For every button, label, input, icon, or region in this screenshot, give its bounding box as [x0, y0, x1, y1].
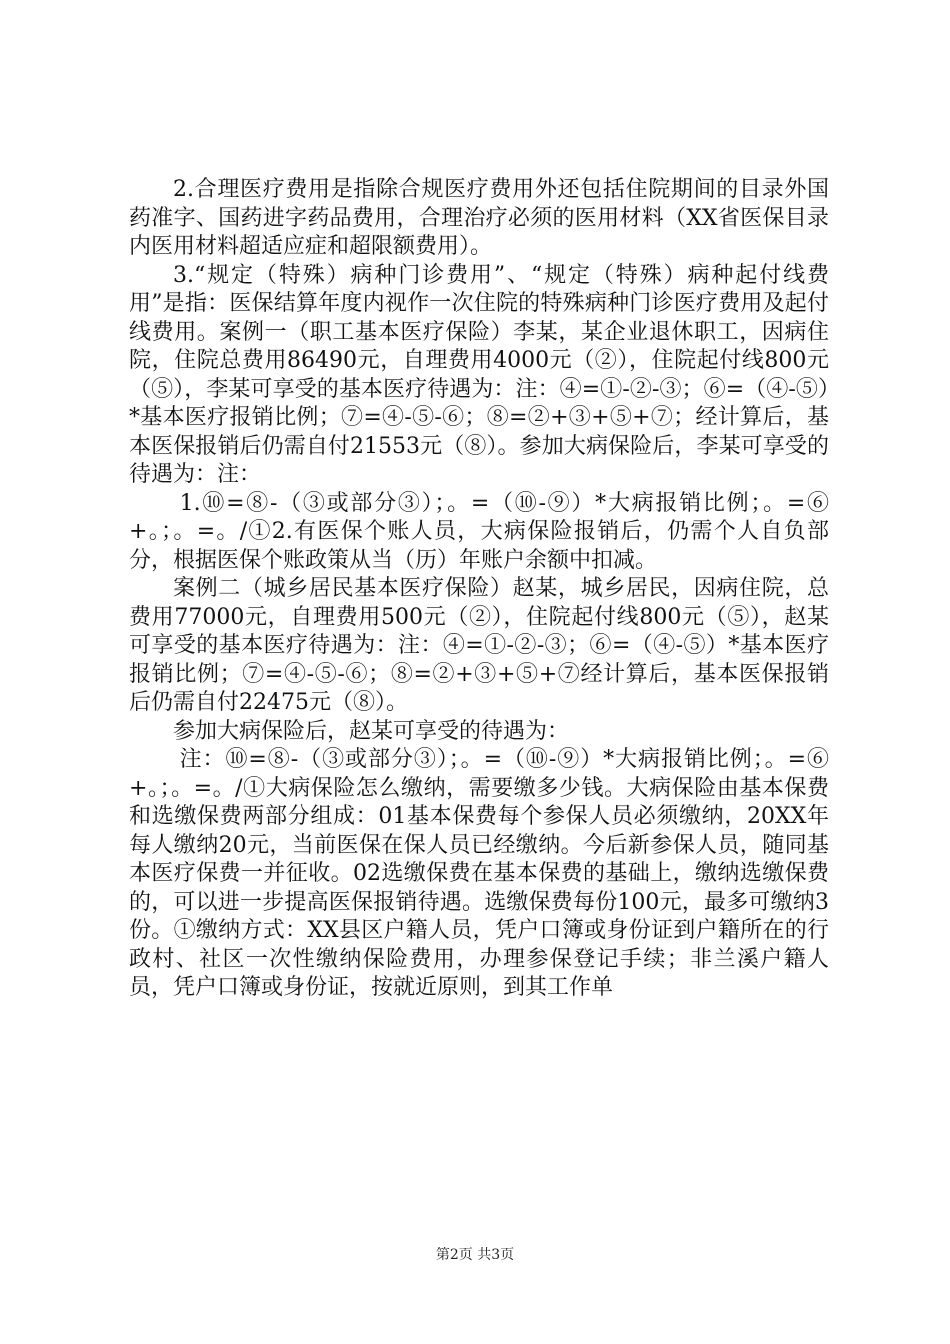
paragraph-formula-notes: 1.⑩=⑧-（③或部分③）；。=（⑩-⑨）*大病报销比例；。=⑥+。；。=。/①2.有医保个账人员，大病保险报销后，仍需个人自负部分，根据医保个账政策从当（历）年账户余额中扣减。	[129, 490, 829, 573]
paragraph-serious-illness-benefits: 参加大病保险后，赵某可享受的待遇为：	[173, 718, 570, 744]
paragraph-special-disease-case-one: 3.“规定（特殊）病种门诊费用”、“规定（特殊）病种起付线费用”是指：医保结算年度内视作一次住院的特殊病种门诊医疗费用及起付线费用。案例一（职工基本医疗保险）李某，某企业退休职工，因病住院，住院总费用86490元，自理费用4000元（②），住院起付线800元（⑤），李某可享受的基本医疗待遇为：注：④=①-②-③；⑥=（④-⑤）*基本医疗报销比例；⑦=④-⑤-⑥；⑧=②+③+⑤+⑦；经计算后，基本医保报销后仍需自付21553元（⑧）。参加大病保险后，李某可享受的待遇为：注：	[129, 262, 829, 487]
paragraph-payment-info: 注：⑩=⑧-（③或部分③）；。=（⑩-⑨）*大病报销比例；。=⑥+。；。=。/①大病保险怎么缴纳，需要缴多少钱。大病保险由基本保费和选缴保费两部分组成：01基本保费每个参保人员必须缴纳，20XX年每人缴纳20元，当前医保在保人员已经缴纳。今后新参保人员，随同基本医疗保费一并征收。02选缴保费在基本保费的基础上，缴纳选缴保费的，可以进一步提高医保报销待遇。选缴保费每份100元，最多可缴纳3份。①缴纳方式：XX县区户籍人员，凭户口簿或身份证到户籍所在的行政村、社区一次性缴纳保险费用，办理参保登记手续；非兰溪户籍人员，凭户口簿或身份证，按就近原则，到其工作单	[129, 747, 829, 1000]
paragraph-reasonable-costs: 2.合理医疗费用是指除合规医疗费用外还包括住院期间的目录外国药准字、国药进字药品费用，合理治疗必须的医用材料（XX省医保目录内医用材料超适应症和超限额费用）。	[129, 177, 829, 259]
page-footer: 第2页 共3页	[435, 1247, 515, 1263]
document-body	[129, 176, 829, 1003]
paragraph-case-two: 案例二（城乡居民基本医疗保险）赵某，城乡居民，因病住院，总费用77000元，自理费用500元（②），住院起付线800元（⑤），赵某可享受的基本医疗待遇为：注：④=①-②-③；⑥=（④-⑤）*基本医疗报销比例；⑦=④-⑤-⑥；⑧=②+③+⑤+⑦经计算后，基本医保报销后仍需自付22475元（⑧）。	[129, 576, 829, 715]
